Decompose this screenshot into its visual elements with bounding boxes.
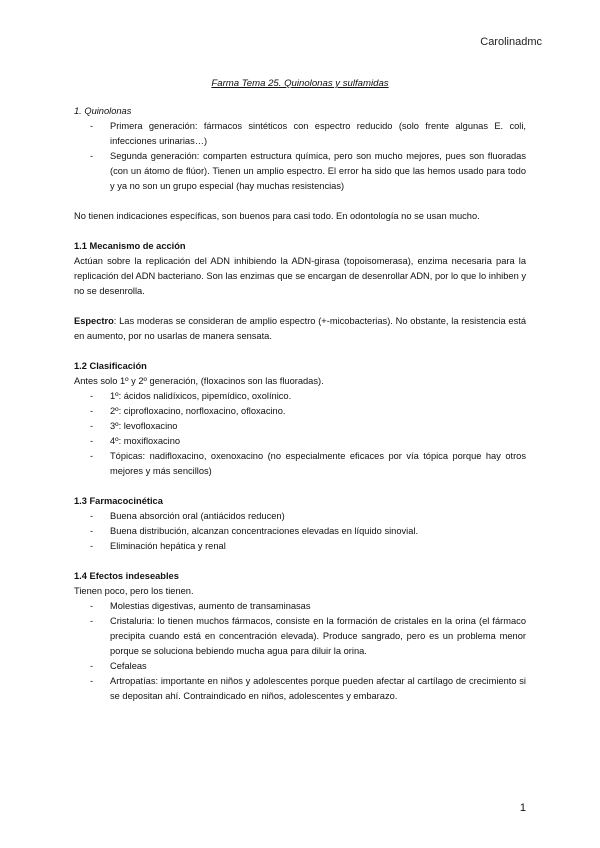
section-1-2-intro: Antes solo 1º y 2º generación, (floxacinos son las fluoradas). [74, 376, 324, 386]
section-1-4-list [74, 599, 526, 704]
list-item: - 4º: moxifloxacino [74, 434, 526, 449]
spectrum-text: : Las moderas se consideran de amplio espectro (+-micobacterias). No obstante, la resistencia está en aumento, por no usarlas de manera sensata. [74, 316, 526, 341]
section-1-3-title: 1.3 Farmacocinética [74, 496, 163, 506]
list-item: - Cristaluria: lo tienen muchos fármacos, consiste en la formación de cristales en la orina (el fármaco precipita cuando está en concentración elevada). Produce sangrado, pero es un problema menor porque se soluciona bebiendo mucha agua para diluir la orina. [74, 614, 526, 659]
section-1-2-list [74, 389, 526, 479]
list-item: - Tópicas: nadifloxacino, oxenoxacino (no especialmente eficaces por vía tópica porque hay otros mejores y más sencillos) [74, 449, 526, 479]
list-item: - 2º: ciprofloxacino, norfloxacino, ofloxacino. [74, 404, 526, 419]
list-item: - Molestias digestivas, aumento de transaminasas [74, 599, 526, 614]
spectrum-paragraph [74, 314, 526, 344]
list-item: - Buena absorción oral (antiácidos reducen) [74, 509, 526, 524]
section-1-4-title: 1.4 Efectos indeseables [74, 571, 179, 581]
list-item: - Buena distribución, alcanzan concentraciones elevadas en líquido sinovial. [74, 524, 526, 539]
section-1-2-title: 1.2 Clasificación [74, 361, 147, 371]
spectrum-label: Espectro [74, 316, 114, 326]
section-1-title: 1. Quinolonas [74, 106, 132, 116]
list-item: - Artropatías: importante en niños y adolescentes porque pueden afectar al cartílago de crecimiento si se depositan ahí. Contraindicado en niños, adolescentes y embarazo. [74, 674, 526, 704]
document-body [74, 76, 526, 704]
list-item: - 1º: ácidos nalidíxicos, pipemídico, oxolínico. [74, 389, 526, 404]
header-author: Carolinadmc [480, 36, 542, 48]
list-item: - Segunda generación: comparten estructura química, pero son mucho mejores, pues son fluoradas (con un átomo de flúor). Tienen un amplio espectro. El error ha sido que las hemos usado para todo y ya no son un grupo especial (hay muchas resistencias) [74, 149, 526, 194]
list-item: - Primera generación: fármacos sintéticos con espectro reducido (solo frente algunas E. coli, infecciones urinarias…) [74, 119, 526, 149]
section-1-1-text: Actúan sobre la replicación del ADN inhibiendo la ADN-girasa (topoisomerasa), enzima necesaria para la replicación del ADN bacteriano. Son las enzimas que se encargan de desenrollar ADN, por lo que lo inhiben y no se desenrolla. [74, 256, 526, 296]
section-1-list [74, 119, 526, 194]
page-number: 1 [519, 802, 526, 814]
section-1-4-intro: Tienen poco, pero los tienen. [74, 586, 194, 596]
section-1-1-title: 1.1 Mecanismo de acción [74, 241, 186, 251]
page-title: Farma Tema 25. Quinolonas y sulfamidas [211, 78, 389, 89]
list-item: - Eliminación hepática y renal [74, 539, 526, 554]
list-item: - 3º: levofloxacino [74, 419, 526, 434]
section-1-3-list [74, 509, 526, 554]
list-item: - Cefaleas [74, 659, 526, 674]
section-1-note: No tienen indicaciones específicas, son buenos para casi todo. En odontología no se usan mucho. [74, 211, 480, 221]
